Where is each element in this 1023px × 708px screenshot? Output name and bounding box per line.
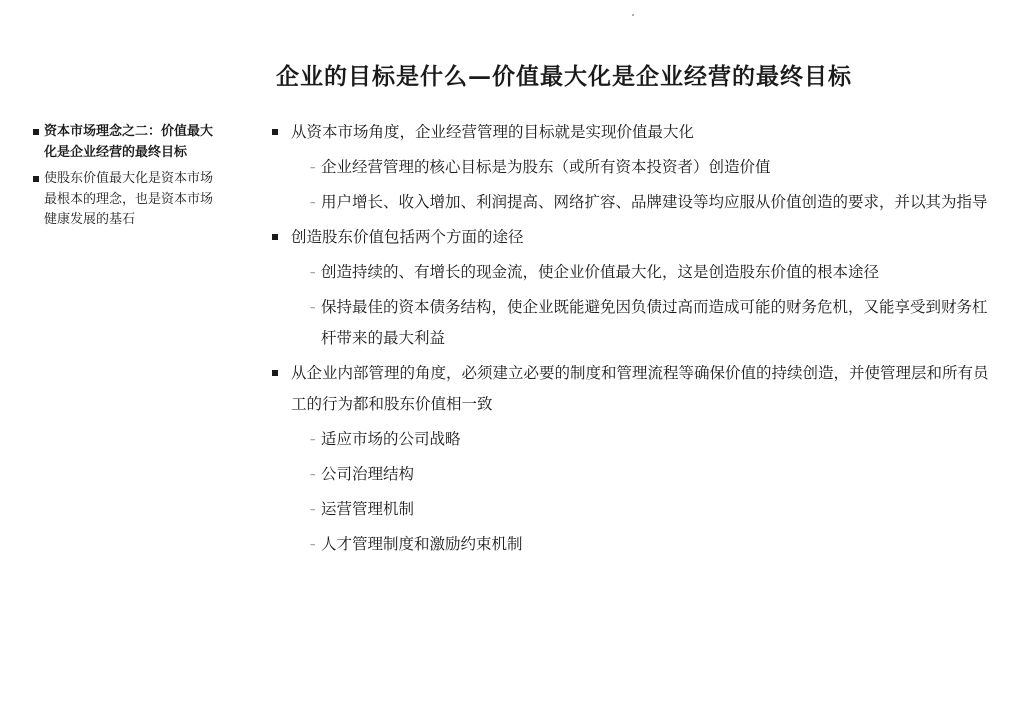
square-bullet-icon <box>272 234 278 240</box>
square-bullet-icon <box>272 129 278 135</box>
dash-bullet-icon: – <box>310 468 316 481</box>
sub-bullet <box>272 257 1002 288</box>
sidebar-notes <box>32 122 222 237</box>
sub-bullet <box>272 459 1002 490</box>
sidebar-note-text: 资本市场理念之二：价值最大化是企业经营的最终目标 <box>44 124 214 160</box>
sub-bullet-text: 人才管理制度和激励约束机制 <box>321 535 523 553</box>
bullet-point <box>272 117 1002 148</box>
square-bullet-icon <box>33 176 39 182</box>
main-content <box>272 117 1002 564</box>
sub-bullet <box>272 152 1002 183</box>
page-title: 企业的目标是什么—价值最大化是企业经营的最终目标 <box>276 63 852 90</box>
dash-bullet-icon: – <box>310 196 316 209</box>
dash-bullet-icon: – <box>310 433 316 446</box>
sub-bullet-text: 适应市场的公司战略 <box>321 430 461 448</box>
sidebar-note-text: 使股东价值最大化是资本市场最根本的理念，也是资本市场健康发展的基石 <box>44 171 214 227</box>
sub-bullet <box>272 292 1002 354</box>
bullet-text: 从企业内部管理的角度，必须建立必要的制度和管理流程等确保价值的持续创造，并使管理层和所有员工的行为都和股东价值相一致 <box>291 364 989 413</box>
sub-bullet <box>272 494 1002 525</box>
sub-bullet-text: 用户增长、收入增加、利润提高、网络扩容、品牌建设等均应服从价值创造的要求，并以其为指导 <box>321 193 988 211</box>
sub-bullet-text: 运营管理机制 <box>321 500 415 518</box>
sub-bullet <box>272 529 1002 560</box>
dash-bullet-icon: – <box>310 503 316 516</box>
sidebar-note <box>32 169 222 231</box>
sidebar-note <box>32 122 222 163</box>
sub-bullet-text: 企业经营管理的核心目标是为股东（或所有资本投资者）创造价值 <box>321 158 771 176</box>
dash-bullet-icon: – <box>310 161 316 174</box>
dash-bullet-icon: – <box>310 301 316 314</box>
sub-bullet-text: 保持最佳的资本债务结构，使企业既能避免因负债过高而造成可能的财务危机，又能享受到财务杠杆带来的最大利益 <box>321 298 988 347</box>
square-bullet-icon <box>272 370 278 376</box>
dash-bullet-icon: – <box>310 538 316 551</box>
sub-bullet-text: 公司治理结构 <box>321 465 415 483</box>
square-bullet-icon <box>33 129 39 135</box>
bullet-text: 从资本市场角度，企业经营管理的目标就是实现价值最大化 <box>291 123 695 141</box>
page-dot <box>632 14 634 16</box>
sub-bullet <box>272 187 1002 218</box>
bullet-text: 创造股东价值包括两个方面的途径 <box>291 228 524 246</box>
bullet-point <box>272 222 1002 253</box>
sub-bullet-text: 创造持续的、有增长的现金流，使企业价值最大化，这是创造股东价值的根本途径 <box>321 263 880 281</box>
dash-bullet-icon: – <box>310 266 316 279</box>
sub-bullet <box>272 424 1002 455</box>
bullet-point <box>272 358 1002 420</box>
